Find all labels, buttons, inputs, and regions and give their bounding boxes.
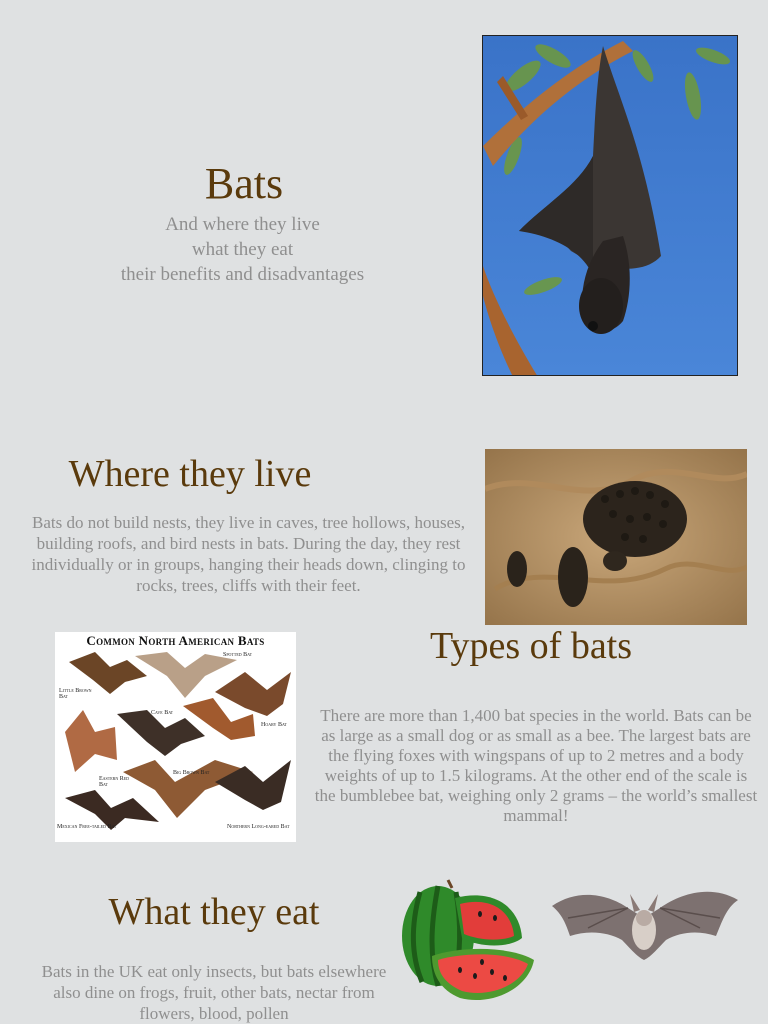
hero-title: Bats (204, 159, 284, 208)
poster-label: Spotted Bat (223, 652, 253, 658)
types-of-bats-text: There are more than 1,400 bat species in the world. Bats can be as large as a small dog or as small as a bee. The largest bats are the flying foxes with wingspans of up to 2 metres and a body weights of up to 1.5 kilograms. At the other end of the scale is the bumblebee bat, weighing only 2 grams – the world’s smallest mammal! (314, 706, 758, 825)
poster-label: Cave Bat (151, 710, 174, 716)
poster-label: Mexican Free-tailed Bat (57, 824, 117, 830)
what-they-eat-text: Bats in the UK eat only insects, but bats elsewhere also dine on frogs, fruit, other bats, nectar from flowers, blood, pollen (41, 962, 387, 1023)
poster-label: Little Brown Bat (59, 688, 92, 700)
subtitle-line: what they eat (191, 239, 294, 260)
poster-label: Northern Long-eared Bat (227, 824, 290, 830)
hero-subtitle (70, 212, 415, 287)
where-they-live-text: Bats do not build nests, they live in caves, tree hollows, houses, building roofs, and bird nests in bats. During the day, they rest individually or in groups, hanging their heads down, clinging to rocks, trees, cliffs with their feet. (31, 513, 466, 595)
subtitle-line: their benefits and disadvantages (120, 264, 365, 285)
flying-bat-image (548, 878, 740, 964)
poster-label: Eastern Red Bat (99, 776, 130, 788)
hanging-bat-photo (482, 35, 738, 376)
section-title-where-they-live: Where they live (68, 453, 312, 495)
poster-label: Hoary Bat (261, 722, 287, 728)
cave-bats-photo (485, 449, 747, 625)
section-title-what-they-eat: What they eat (108, 891, 320, 933)
section-title-types-of-bats: Types of bats (429, 625, 633, 667)
poster-heading: Common North American Bats (86, 633, 265, 648)
north-american-bats-poster (55, 632, 296, 842)
watermelon-image (400, 878, 540, 1006)
poster-label: Big Brown Bat (173, 770, 210, 776)
subtitle-line: And where they live (165, 214, 320, 235)
